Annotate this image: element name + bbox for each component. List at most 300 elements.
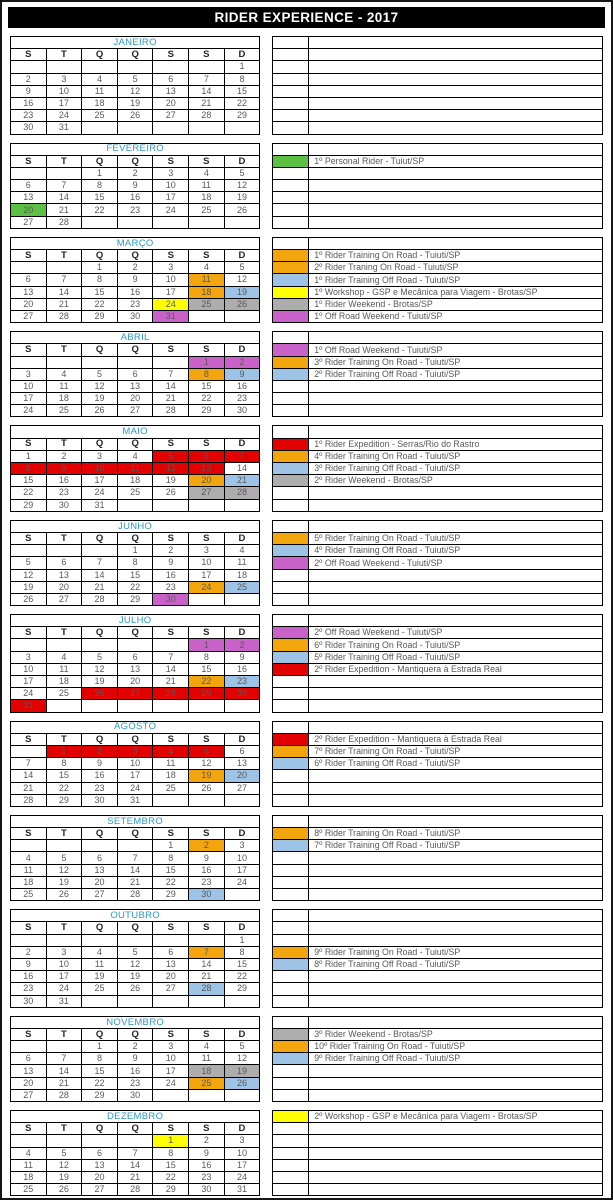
legend-swatch [273,794,309,806]
day-cell: 17 [224,1159,260,1171]
legend-swatch [273,180,309,192]
day-cell-event: 24 [189,581,225,593]
day-header: S [153,922,189,934]
day-cell: 18 [153,770,189,782]
day-cell: 16 [117,286,153,298]
legend-swatch-red [273,733,309,745]
day-cell: 24 [117,782,153,794]
day-header: S [11,733,47,745]
month-title: JULHO [11,615,260,627]
day-cell: 27 [46,593,82,605]
day-cell: 14 [153,380,189,392]
day-cell: 6 [117,368,153,380]
day-cell: 16 [189,1159,225,1171]
month-junho [10,520,603,606]
day-cell: 5 [224,167,260,179]
legend-text: 1º Workshop - GSP e Mecânica para Viagem - Brotas/SP [309,286,603,298]
page-title: RIDER EXPERIENCE - 2017 [8,7,605,28]
day-header: D [224,733,260,745]
day-cell-event: 6 [189,450,225,462]
legend-text: 6º Rider Training On Road - Tuiuti/SP [309,639,603,651]
day-cell-event: 5 [189,745,225,757]
day-cell: 17 [153,192,189,204]
day-cell [189,593,225,605]
day-header: S [189,627,225,639]
day-cell: 8 [224,946,260,958]
day-cell: 1 [11,450,47,462]
day-cell: 30 [11,995,47,1007]
day-cell-event: 12 [153,463,189,475]
calendar-table-dezembro [10,1110,260,1196]
day-cell-event: 19 [224,1065,260,1077]
day-cell: 18 [11,1171,47,1183]
day-cell [117,122,153,134]
day-header: Q [117,250,153,262]
day-cell: 27 [11,310,47,322]
legend-text: 9º Rider Training On Road - Tuiuti/SP [309,946,603,958]
day-header: S [153,1028,189,1040]
day-cell [82,700,118,712]
day-cell: 10 [46,958,82,970]
legend-swatch-blue [273,651,309,663]
day-cell: 3 [153,262,189,274]
day-header: S [153,49,189,61]
day-header: Q [82,922,118,934]
day-cell: 23 [189,1171,225,1183]
day-cell: 5 [82,368,118,380]
day-cell: 30 [11,122,47,134]
day-cell: 4 [11,1147,47,1159]
day-header: S [11,155,47,167]
day-cell [46,262,82,274]
legend-swatch [273,852,309,864]
day-cell: 5 [117,946,153,958]
legend-swatch-red [273,438,309,450]
legend-swatch-gray [273,475,309,487]
day-cell: 29 [224,983,260,995]
legend-swatch [273,61,309,73]
day-cell [153,499,189,511]
day-cell: 19 [117,971,153,983]
day-header: S [11,532,47,544]
day-cell-event: 28 [224,487,260,499]
day-cell: 22 [224,97,260,109]
day-cell [11,356,47,368]
day-cell: 20 [117,676,153,688]
day-header: S [153,828,189,840]
day-cell: 12 [117,958,153,970]
day-cell [11,262,47,274]
day-cell [153,934,189,946]
day-header: D [224,828,260,840]
day-header: S [11,828,47,840]
day-cell: 12 [46,1159,82,1171]
month-title: SETEMBRO [11,815,260,827]
day-cell: 10 [224,852,260,864]
day-cell [117,995,153,1007]
day-cell [189,122,225,134]
legend-swatch-orange [273,356,309,368]
legend-swatch [273,332,309,344]
legend-swatch [273,73,309,85]
legend-text [309,1016,603,1028]
day-cell: 23 [153,581,189,593]
day-cell-event: 7 [224,450,260,462]
day-header: D [224,627,260,639]
day-cell: 4 [189,167,225,179]
legend-swatch-orange [273,946,309,958]
day-cell: 27 [224,782,260,794]
day-cell: 16 [46,475,82,487]
day-cell: 21 [153,676,189,688]
day-cell-event: 2 [189,840,225,852]
day-cell-event: 2 [224,639,260,651]
day-cell: 28 [117,889,153,901]
legend-swatch [273,204,309,216]
day-cell: 15 [189,380,225,392]
day-cell: 9 [224,651,260,663]
day-cell: 7 [46,1053,82,1065]
day-cell: 9 [82,758,118,770]
legend-text [309,1147,603,1159]
day-cell: 9 [117,180,153,192]
day-cell: 11 [11,864,47,876]
day-cell: 15 [82,1065,118,1077]
day-header: Q [82,438,118,450]
day-header: Q [82,532,118,544]
day-header: D [224,438,260,450]
day-cell: 22 [11,487,47,499]
day-cell [11,934,47,946]
day-cell: 27 [82,1184,118,1196]
day-cell: 16 [117,1065,153,1077]
legend-text: 1º Rider Expedition - Serras/Rio do Rastro [309,438,603,450]
day-cell-event: 1 [153,1135,189,1147]
day-cell [189,700,225,712]
day-cell: 28 [117,1184,153,1196]
day-header: Q [117,1028,153,1040]
legend-swatch [273,593,309,605]
day-cell: 20 [46,581,82,593]
legend-table-marco [272,237,603,323]
legend-table-setembro [272,815,603,901]
day-cell: 13 [82,864,118,876]
day-cell: 28 [153,405,189,417]
day-cell: 6 [153,946,189,958]
day-cell: 8 [153,852,189,864]
day-cell: 3 [11,651,47,663]
day-cell: 21 [153,393,189,405]
day-cell [153,639,189,651]
day-header: D [224,250,260,262]
legend-text [309,499,603,511]
day-cell: 24 [11,688,47,700]
day-header: S [11,922,47,934]
month-title: DEZEMBRO [11,1111,260,1123]
day-cell: 2 [117,262,153,274]
legend-text: 10º Rider Training On Road - Tuiuti/SP [309,1041,603,1053]
legend-text [309,405,603,417]
day-cell: 5 [224,1041,260,1053]
day-cell: 9 [117,1053,153,1065]
day-cell [224,593,260,605]
day-cell: 1 [82,167,118,179]
calendar-table-abril [10,331,260,417]
day-cell-event: 5 [153,450,189,462]
month-novembro [10,1016,603,1102]
day-cell: 15 [82,192,118,204]
legend-text [309,889,603,901]
day-cell: 21 [117,876,153,888]
legend-swatch [273,520,309,532]
day-cell [224,700,260,712]
legend-table-junho [272,520,603,606]
month-janeiro [10,36,603,135]
day-cell-event: 7 [189,946,225,958]
day-cell [153,216,189,228]
day-cell-event: 25 [224,581,260,593]
legend-text [309,1135,603,1147]
day-cell: 7 [82,557,118,569]
day-cell [153,61,189,73]
day-cell [82,840,118,852]
day-header: T [46,1028,82,1040]
day-cell-event: 20 [189,475,225,487]
day-cell: 7 [189,73,225,85]
day-cell: 1 [82,262,118,274]
day-cell [46,840,82,852]
day-cell: 25 [153,782,189,794]
month-agosto [10,721,603,807]
legend-swatch-gray [273,298,309,310]
day-cell: 11 [11,1159,47,1171]
legend-swatch-gray [273,1028,309,1040]
day-header: Q [82,627,118,639]
day-cell: 25 [82,983,118,995]
day-cell: 31 [46,122,82,134]
day-cell: 11 [224,557,260,569]
legend-swatch [273,97,309,109]
legend-swatch-orange [273,532,309,544]
day-header: T [46,344,82,356]
day-cell: 9 [11,958,47,970]
legend-swatch-orange [273,828,309,840]
day-cell: 3 [224,1135,260,1147]
legend-swatch [273,1171,309,1183]
day-cell: 20 [153,97,189,109]
day-cell: 27 [153,110,189,122]
day-cell: 3 [153,1041,189,1053]
legend-swatch [273,1147,309,1159]
day-cell: 7 [11,758,47,770]
day-cell: 9 [117,274,153,286]
legend-table-agosto [272,721,603,807]
day-cell: 29 [153,889,189,901]
legend-text [309,593,603,605]
day-cell: 13 [11,192,47,204]
day-cell: 3 [46,946,82,958]
day-cell [189,995,225,1007]
day-header: D [224,49,260,61]
day-cell: 25 [117,487,153,499]
legend-swatch-blue [273,758,309,770]
legend-swatch-blue [273,1053,309,1065]
day-cell: 27 [117,405,153,417]
legend-text [309,204,603,216]
legend-swatch [273,1089,309,1101]
legend-text [309,1065,603,1077]
day-cell: 13 [153,85,189,97]
day-cell: 23 [117,204,153,216]
day-header: S [153,1123,189,1135]
day-cell [189,61,225,73]
day-cell: 28 [46,216,82,228]
legend-text [309,794,603,806]
day-cell: 31 [224,1184,260,1196]
legend-swatch [273,216,309,228]
day-cell [117,700,153,712]
day-cell: 28 [11,794,47,806]
day-cell: 19 [82,971,118,983]
day-cell: 21 [189,97,225,109]
day-header: S [11,344,47,356]
legend-text [309,852,603,864]
calendar-table-julho [10,614,260,713]
legend-swatch [273,1016,309,1028]
day-cell-event: 9 [46,463,82,475]
day-cell: 27 [82,889,118,901]
day-header: Q [82,1028,118,1040]
day-header: Q [117,922,153,934]
day-cell: 16 [189,864,225,876]
day-header: Q [82,733,118,745]
legend-table-julho [272,614,603,713]
day-cell: 8 [82,1053,118,1065]
day-cell: 6 [224,745,260,757]
legend-swatch-blue [273,958,309,970]
day-cell: 16 [224,663,260,675]
day-header: D [224,532,260,544]
calendar-table-fevereiro [10,143,260,229]
day-cell-event: 23 [224,676,260,688]
day-cell-event: 30 [224,688,260,700]
legend-text: 8º Rider Training On Road - Tuiuti/SP [309,828,603,840]
legend-table-abril [272,331,603,417]
day-cell: 16 [82,770,118,782]
day-cell [224,122,260,134]
day-header: Q [82,49,118,61]
day-cell: 20 [11,1077,47,1089]
day-header: Q [117,49,153,61]
day-cell: 19 [11,581,47,593]
day-cell-event: 25 [189,1077,225,1089]
legend-swatch-orange [273,1041,309,1053]
day-cell-event: 30 [153,593,189,605]
day-cell [46,934,82,946]
legend-swatch-magenta [273,310,309,322]
day-cell: 2 [117,167,153,179]
day-cell: 7 [153,651,189,663]
day-header: S [189,250,225,262]
day-cell: 17 [189,569,225,581]
day-header: D [224,1123,260,1135]
day-cell: 20 [117,393,153,405]
day-cell [11,745,47,757]
day-cell-event: 28 [153,688,189,700]
day-cell: 26 [153,487,189,499]
day-header: S [189,733,225,745]
day-cell: 10 [117,758,153,770]
day-cell [117,216,153,228]
day-cell: 7 [46,274,82,286]
day-cell: 22 [153,1171,189,1183]
day-cell: 19 [46,876,82,888]
legend-swatch [273,815,309,827]
legend-swatch [273,700,309,712]
day-cell-event: 31 [11,700,47,712]
day-header: S [189,438,225,450]
day-cell: 21 [11,782,47,794]
legend-text [309,995,603,1007]
day-cell [153,794,189,806]
month-dezembro [10,1110,603,1196]
day-header: T [46,532,82,544]
day-header: Q [82,828,118,840]
day-header: T [46,155,82,167]
day-cell: 28 [46,1089,82,1101]
day-cell: 19 [82,393,118,405]
legend-text: 5º Rider Training On Road - Tuiuti/SP [309,532,603,544]
day-cell: 13 [117,380,153,392]
day-cell: 29 [82,1089,118,1101]
day-cell: 20 [153,971,189,983]
day-cell: 23 [82,782,118,794]
day-cell: 8 [117,557,153,569]
day-cell: 8 [46,758,82,770]
day-header: S [189,49,225,61]
day-header: T [46,922,82,934]
legend-text [309,237,603,249]
day-header: S [153,155,189,167]
legend-text: 3º Rider Training On Road - Tuiuti/SP [309,356,603,368]
day-cell: 1 [153,840,189,852]
day-cell: 6 [82,852,118,864]
month-title: OUTUBRO [11,910,260,922]
day-cell: 3 [11,368,47,380]
day-cell: 9 [153,557,189,569]
day-cell: 5 [82,651,118,663]
day-cell: 12 [189,758,225,770]
legend-swatch [273,393,309,405]
day-cell: 18 [46,393,82,405]
day-cell: 16 [153,569,189,581]
legend-swatch [273,499,309,511]
day-cell: 30 [117,310,153,322]
day-cell: 10 [153,1053,189,1065]
legend-swatch [273,1077,309,1089]
calendar-table-agosto [10,721,260,807]
day-cell: 5 [46,1147,82,1159]
legend-text [309,487,603,499]
legend-text [309,85,603,97]
legend-swatch [273,1123,309,1135]
day-cell: 15 [224,85,260,97]
legend-swatch [273,1065,309,1077]
legend-text [309,815,603,827]
day-cell: 27 [11,1089,47,1101]
day-header: Q [82,250,118,262]
day-header: T [46,250,82,262]
